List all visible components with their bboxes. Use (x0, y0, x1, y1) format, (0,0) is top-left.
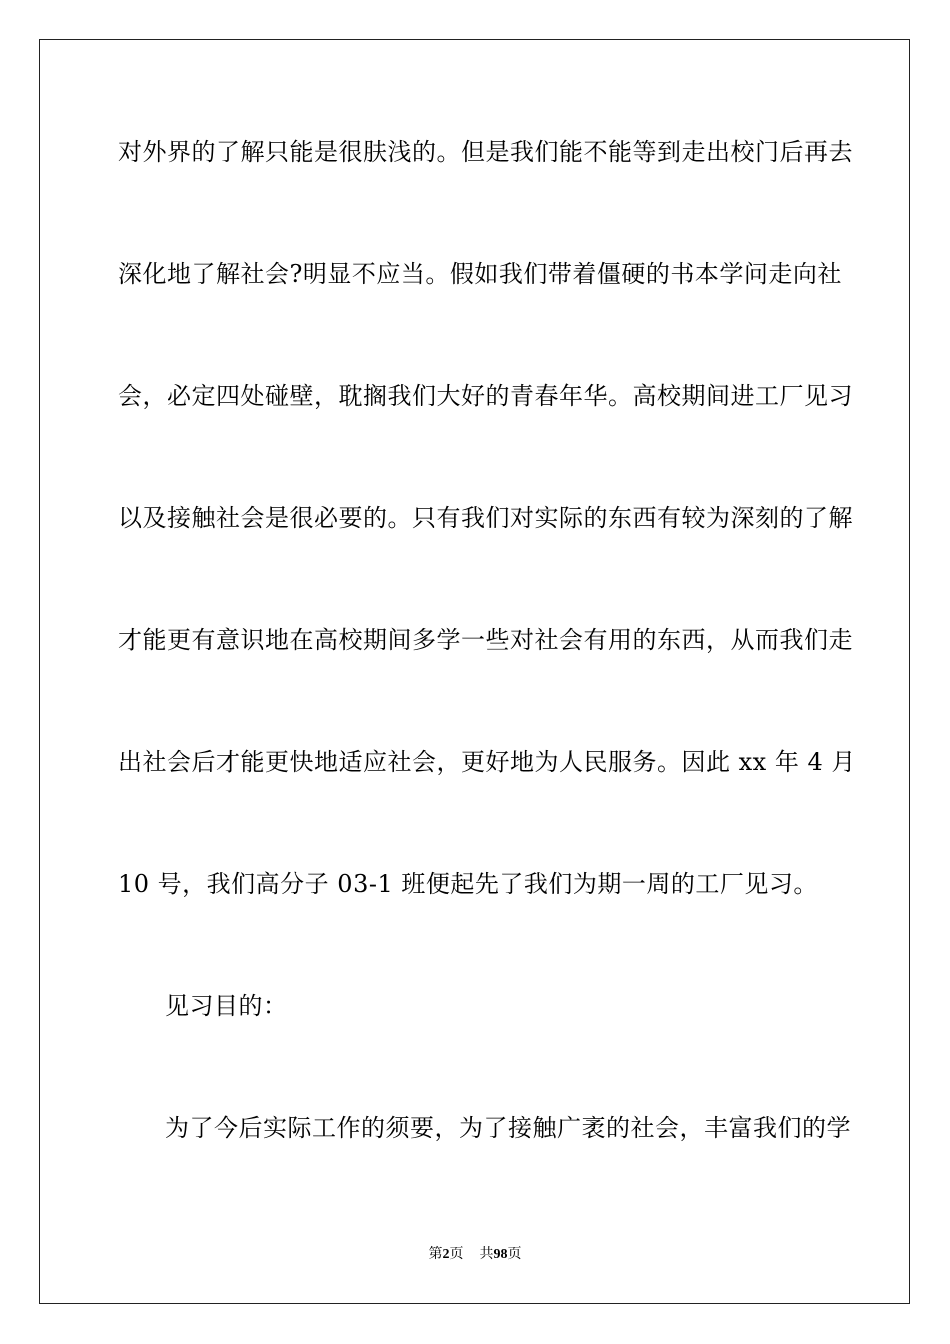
body-line-3: 会，必定四处碰壁，耽搁我们大好的青春年华。高校期间进工厂见习 (118, 382, 853, 410)
paragraph-start-line: 为了今后实际工作的须要，为了接触广袤的社会，丰富我们的学 (165, 1114, 851, 1142)
total-suffix: 页 (507, 1247, 522, 1262)
body-line-1: 对外界的了解只能是很肤浅的。但是我们能不能等到走出校门后再去 (118, 138, 853, 166)
page-footer (0, 1246, 950, 1264)
section-heading: 见习目的： (165, 992, 288, 1020)
page-number: 2 (442, 1247, 450, 1262)
body-line-6: 出社会后才能更快地适应社会，更好地为人民服务。因此 xx 年 4 月 (118, 748, 856, 776)
body-line-7: 10 号，我们高分子 03-1 班便起先了我们为期一周的工厂见习。 (118, 870, 818, 898)
body-line-2: 深化地了解社会?明显不应当。假如我们带着僵硬的书本学问走向社 (118, 260, 842, 288)
page-prefix: 第 (428, 1247, 443, 1262)
page-suffix: 页 (449, 1247, 464, 1262)
total-prefix: 共 (479, 1247, 494, 1262)
body-line-4: 以及接触社会是很必要的。只有我们对实际的东西有较为深刻的了解 (118, 504, 853, 532)
body-line-5: 才能更有意识地在高校期间多学一些对社会有用的东西，从而我们走 (118, 626, 853, 654)
total-pages: 98 (493, 1247, 508, 1262)
